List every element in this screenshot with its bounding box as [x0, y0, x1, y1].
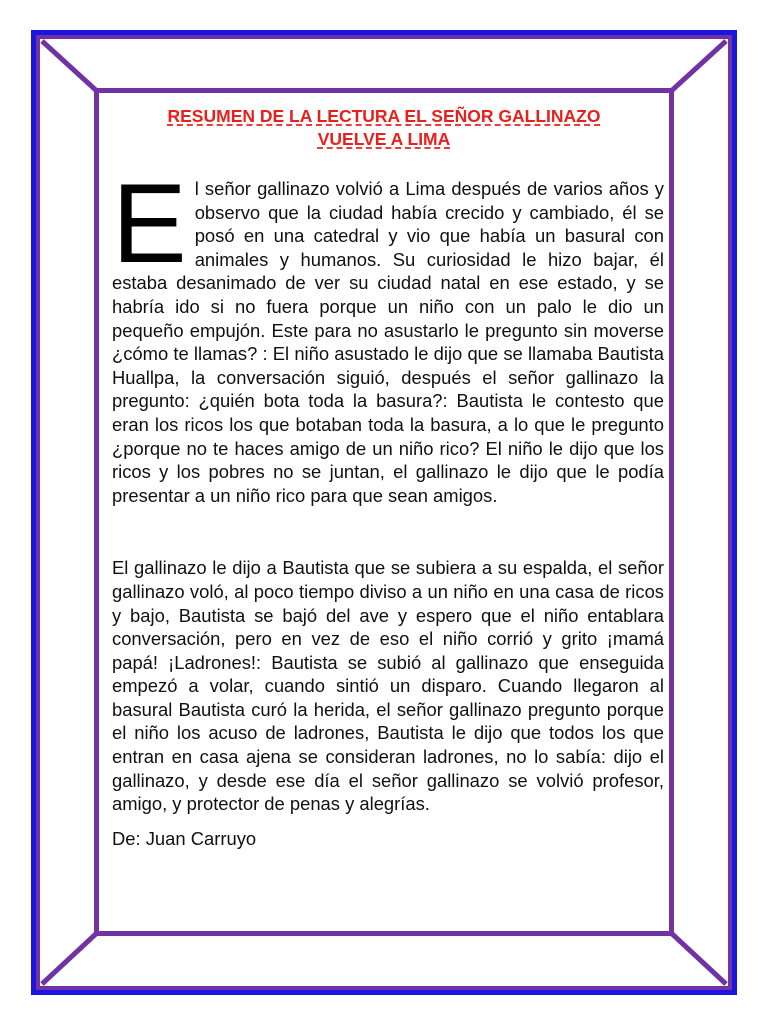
page-title — [99, 105, 669, 151]
title-line-2: VUELVE A LIMA — [317, 129, 451, 149]
title-line-1: RESUMEN DE LA LECTURA EL SEÑOR GALLINAZO — [167, 106, 601, 126]
paragraph-2: El gallinazo le dijo a Bautista que se subiera a su espalda, el señor gallinazo voló, al poco tiempo diviso a un niño en una casa de ricos y bajo, Bautista se bajó del ave y espero que el niño entablara conversación, pero en vez de eso el niño corrió y grito ¡mamá papá! ¡Ladrones!: Bautista se subió al gallinazo que enseguida empezó a volar, cuando sintió un disparo. Cuando llegaron al basural Bautista curó la herida, el señor gallinazo pregunto porque el niño los acuso de ladrones, Bautista le dijo que todos los que entran en casa ajena se consideran ladrones, no lo sabía: dijo el gallinazo, y desde ese día el señor gallinazo se volvió profesor, amigo, y protector de penas y alegrías. — [112, 557, 664, 815]
signature: De: Juan Carruyo — [112, 827, 257, 849]
paragraph-1 — [112, 161, 664, 507]
content-panel — [94, 88, 674, 936]
drop-cap: E — [112, 161, 187, 286]
document-body — [112, 161, 664, 850]
paragraph-1-text: l señor gallinazo volvió a Lima después de varios años y observo que la ciudad había crecido y cambiado, él se posó en una catedral y vio que había un basural con animales y humanos. Su curiosidad le hizo bajar, él estaba desanimado de ver su ciudad natal en ese estado, y se habría ido si no fuera porque un niño con un palo le dio un pequeño empujón. Este para no asustarlo le pregunto sin moverse ¿cómo te llamas? : El niño asustado le dijo que se llamaba Bautista Huallpa, la conversación siguió, después el señor gallinazo la pregunto: ¿quién bota toda la basura?: Bautista le contesto que eran los ricos los que botaban toda la basura, a lo que le pregunto ¿porque no te haces amigo de un niño rico? El niño le dijo que los ricos y los pobres no se juntan, el gallinazo le dijo que le podía presentar a un niño rico para que sean amigos. — [112, 178, 664, 506]
